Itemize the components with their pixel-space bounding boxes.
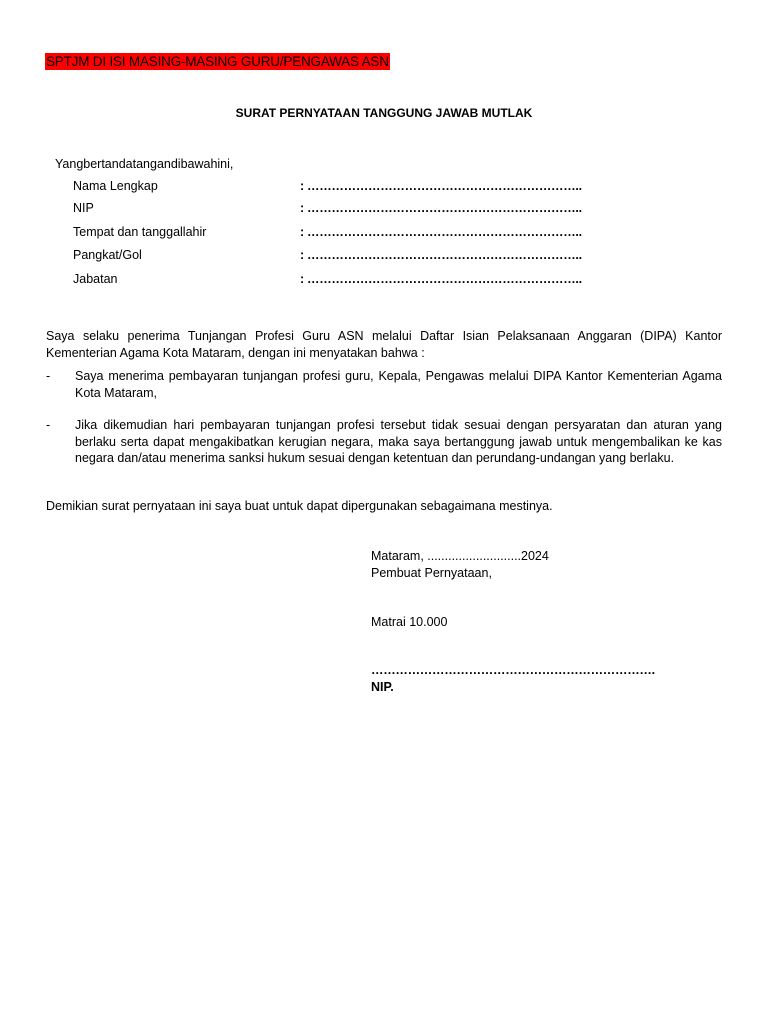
point-marker: - (46, 418, 51, 432)
field-label-jabatan: Jabatan (73, 272, 118, 286)
field-value-pangkat: : ………………………………………………………….. (300, 248, 582, 262)
field-label-pangkat: Pangkat/Gol (73, 248, 142, 262)
field-label-ttl: Tempat dan tanggallahir (73, 225, 207, 239)
field-value-jabatan: : ………………………………………………………….. (300, 272, 582, 286)
point-text-1: Saya menerima pembayaran tunjangan profesi guru, Kepala, Pengawas melalui DIPA Kantor Kementerian Agama Kota Mataram, (75, 369, 722, 400)
field-label-nama: Nama Lengkap (73, 179, 158, 193)
signer-nip: NIP. (371, 680, 394, 694)
instruction-banner: SPTJM DI ISI MASING-MASING GURU/PENGAWAS ASN (46, 54, 389, 69)
intro-text: Yangbertandatangandibawahini, (55, 157, 234, 171)
field-value-nip: : ………………………………………………………….. (300, 201, 582, 215)
closing-text: Demikian surat pernyataan ini saya buat untuk dapat dipergunakan sebagaimana mestinya. (46, 499, 553, 513)
signature-name-line: ……………………………………………………………. (371, 663, 655, 677)
point-marker: - (46, 369, 51, 383)
signer-role: Pembuat Pernyataan, (371, 566, 492, 580)
document-title: SURAT PERNYATAAN TANGGUNG JAWAB MUTLAK (235, 106, 533, 120)
point-text-2: Jika dikemudian hari pembayaran tunjangan profesi tersebut tidak sesuai dengan persyaratan dan aturan yang berlaku serta dapat mengakibatkan kerugian negara, maka saya bertanggung jawab untuk mengembalikan ke kas negara dan/atau menerima sanksi hukum sesuai dengan ketentuan dan perundang-undangan yang berlaku. (75, 418, 722, 465)
statement-paragraph: Saya selaku penerima Tunjangan Profesi Guru ASN melalui Daftar Isian Pelaksanaan Anggaran (DIPA) Kantor Kementerian Agama Kota Mataram, dengan ini menyatakan bahwa : (46, 329, 722, 360)
field-value-nama: : ………………………………………………………….. (300, 179, 582, 193)
stamp-label: Matrai 10.000 (371, 615, 448, 629)
field-value-ttl: : ………………………………………………………….. (300, 225, 582, 239)
place-date: Mataram, ...........................2024 (371, 549, 549, 563)
field-label-nip: NIP (73, 201, 94, 215)
